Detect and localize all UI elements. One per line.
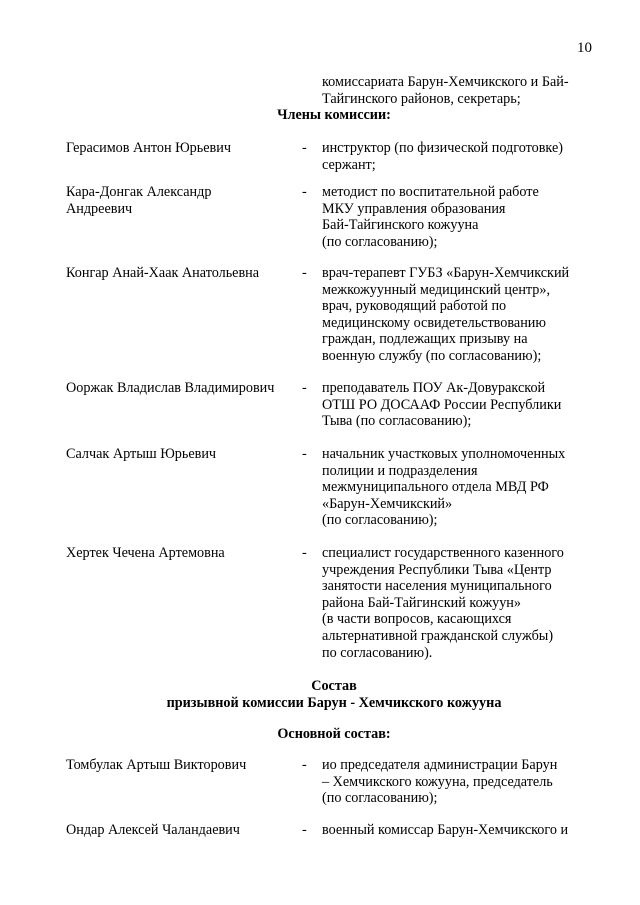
member-name: Ооржак Владислав Владимирович xyxy=(66,380,275,396)
page-number: 10 xyxy=(577,40,592,56)
dash: - xyxy=(302,757,307,773)
dash: - xyxy=(302,446,307,462)
text-line: комиссариата Барун-Хемчикского и Бай- xyxy=(322,74,569,90)
continuation-text xyxy=(322,74,602,107)
dash: - xyxy=(302,545,307,561)
dash: - xyxy=(302,184,307,200)
composition-title: Состав xyxy=(311,678,357,694)
member-position: военный комиссар Барун-Хемчикского и xyxy=(322,822,569,838)
member-name: Салчак Артыш Юрьевич xyxy=(66,446,217,462)
members-heading: Члены комиссии: xyxy=(277,107,391,123)
member-position: преподаватель ПОУ Ак-Довуракской ОТШ РО ДОСААФ России Республики Тыва (по согласованию); xyxy=(322,380,562,430)
dash: - xyxy=(302,140,307,156)
member-name: Кара-Донгак Александр Андреевич xyxy=(66,184,212,217)
member-position: врач-терапевт ГУБЗ «Барун-Хемчикский межкожуунный медицинский центр», врач, руководящий работой по медицинскому освидетельствованию граждан, подлежащих призыву на военную службу (по согласованию); xyxy=(322,265,570,364)
dash: - xyxy=(302,380,307,396)
main-composition-heading: Основной состав: xyxy=(277,726,391,742)
member-position: инструктор (по физической подготовке) сержант; xyxy=(322,140,563,173)
member-position: начальник участковых уполномоченных полиции и подразделения межмуниципального отдела МВД РФ «Барун-Хемчикский» (по согласованию); xyxy=(322,446,566,529)
member-position: специалист государственного казенного учреждения Республики Тыва «Центр занятости населения муниципального района Бай-Тайгинский кожуун» (в части вопросов, касающихся альтернативной гражданской службы) по согласованию). xyxy=(322,545,564,661)
member-position: ио председателя администрации Барун – Хемчикского кожууна, председатель (по согласованию); xyxy=(322,757,558,807)
text-line: Тайгинского районов, секретарь; xyxy=(322,90,521,107)
member-name: Хертек Чечена Артемовна xyxy=(66,545,225,561)
member-name: Томбулак Артыш Викторович xyxy=(66,757,247,773)
member-name: Конгар Анай-Хаак Анатольевна xyxy=(66,265,260,281)
member-name: Герасимов Антон Юрьевич xyxy=(66,140,231,156)
dash: - xyxy=(302,265,307,281)
member-name: Ондар Алексей Чаландаевич xyxy=(66,822,240,838)
member-position: методист по воспитательной работе МКУ управления образования Бай-Тайгинского кожууна (по согласованию); xyxy=(322,184,539,250)
dash: - xyxy=(302,822,307,838)
composition-subtitle: призывной комиссии Барун - Хемчикского кожууна xyxy=(166,695,502,711)
